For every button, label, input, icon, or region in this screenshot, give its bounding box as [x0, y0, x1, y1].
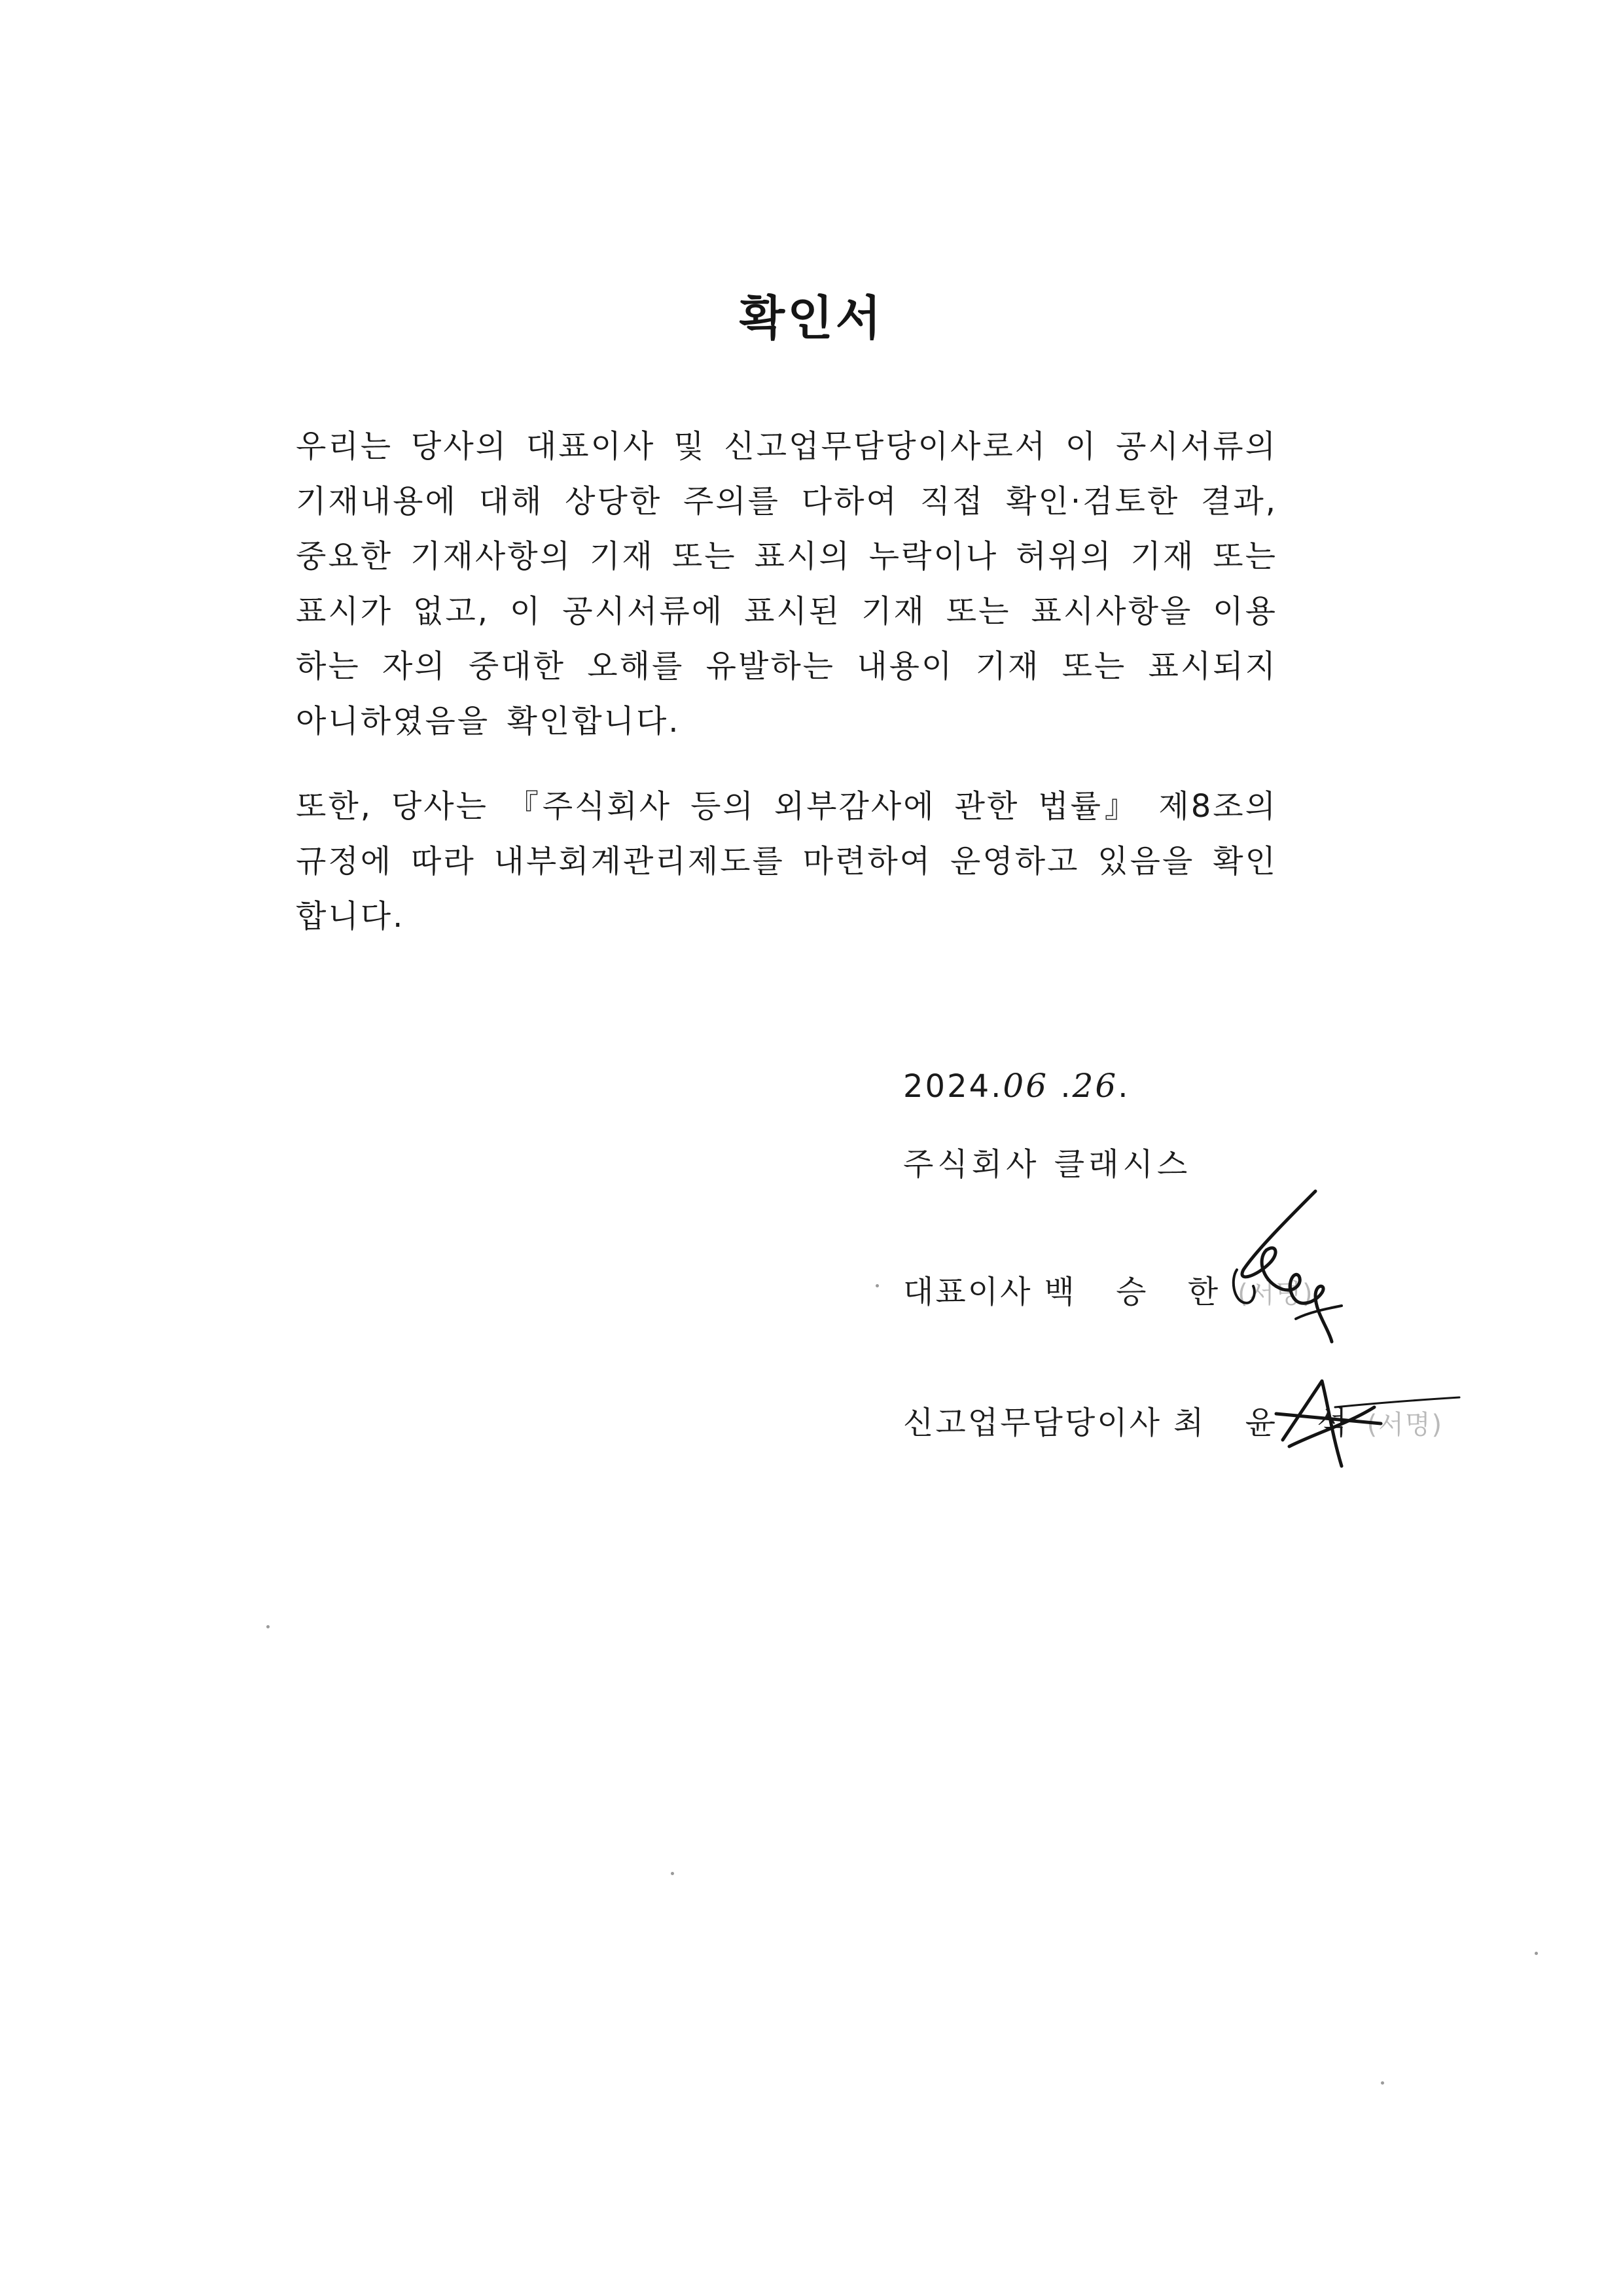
signing-date: [903, 1067, 1130, 1105]
date-suffix: .: [1118, 1068, 1130, 1105]
date-separator: .: [1060, 1068, 1073, 1105]
document-title: 확인서: [739, 291, 884, 346]
cfo-role: 신고업무담당이사: [903, 1405, 1162, 1441]
company-name: 주식회사 클래시스: [903, 1146, 1192, 1183]
scan-speck: [876, 1284, 879, 1287]
scan-speck: [1381, 2081, 1384, 2085]
cfo-name: 최 윤 석: [1173, 1405, 1363, 1441]
date-day-handwritten: 26: [1072, 1067, 1118, 1105]
confirmation-paragraph: 우리는 당사의 대표이사 및 신고업무담당이사로서 이 공시서류의 기재내용에 대해 상당한 주의를 다하여 직접 확인·검토한 결과, 중요한 기재사항의 기재 또는 표시의 누락이나 허위의 기재 또는 표시가 없고, 이 공시서류에 표시된 기재 또는 표시사항을 이용하는 자의 중대한 오해를 유발하는 내용이 기재 또는 표시되지 아니하였음을 확인합니다.: [296, 428, 1277, 740]
scan-speck: [266, 1625, 270, 1628]
ceo-name: 백 승 한: [1044, 1274, 1234, 1310]
date-month-handwritten: 06: [1003, 1067, 1049, 1105]
cfo-seal-label: (서명): [1366, 1410, 1444, 1440]
internal-control-paragraph: 또한, 당사는 『주식회사 등의 외부감사에 관한 법률』 제8조의 규정에 따라 내부회계관리제도를 마련하여 운영하고 있음을 확인합니다.: [296, 788, 1277, 935]
ceo-seal-label: (서명): [1238, 1279, 1314, 1309]
scan-speck: [671, 1872, 674, 1875]
ceo-role: 대표이사: [903, 1274, 1033, 1310]
date-year: 2024.: [903, 1068, 1003, 1105]
cfo-handwritten-signature: [1270, 1361, 1466, 1479]
ceo-handwritten-signature: [1217, 1178, 1387, 1348]
scan-speck: [1535, 1952, 1538, 1955]
